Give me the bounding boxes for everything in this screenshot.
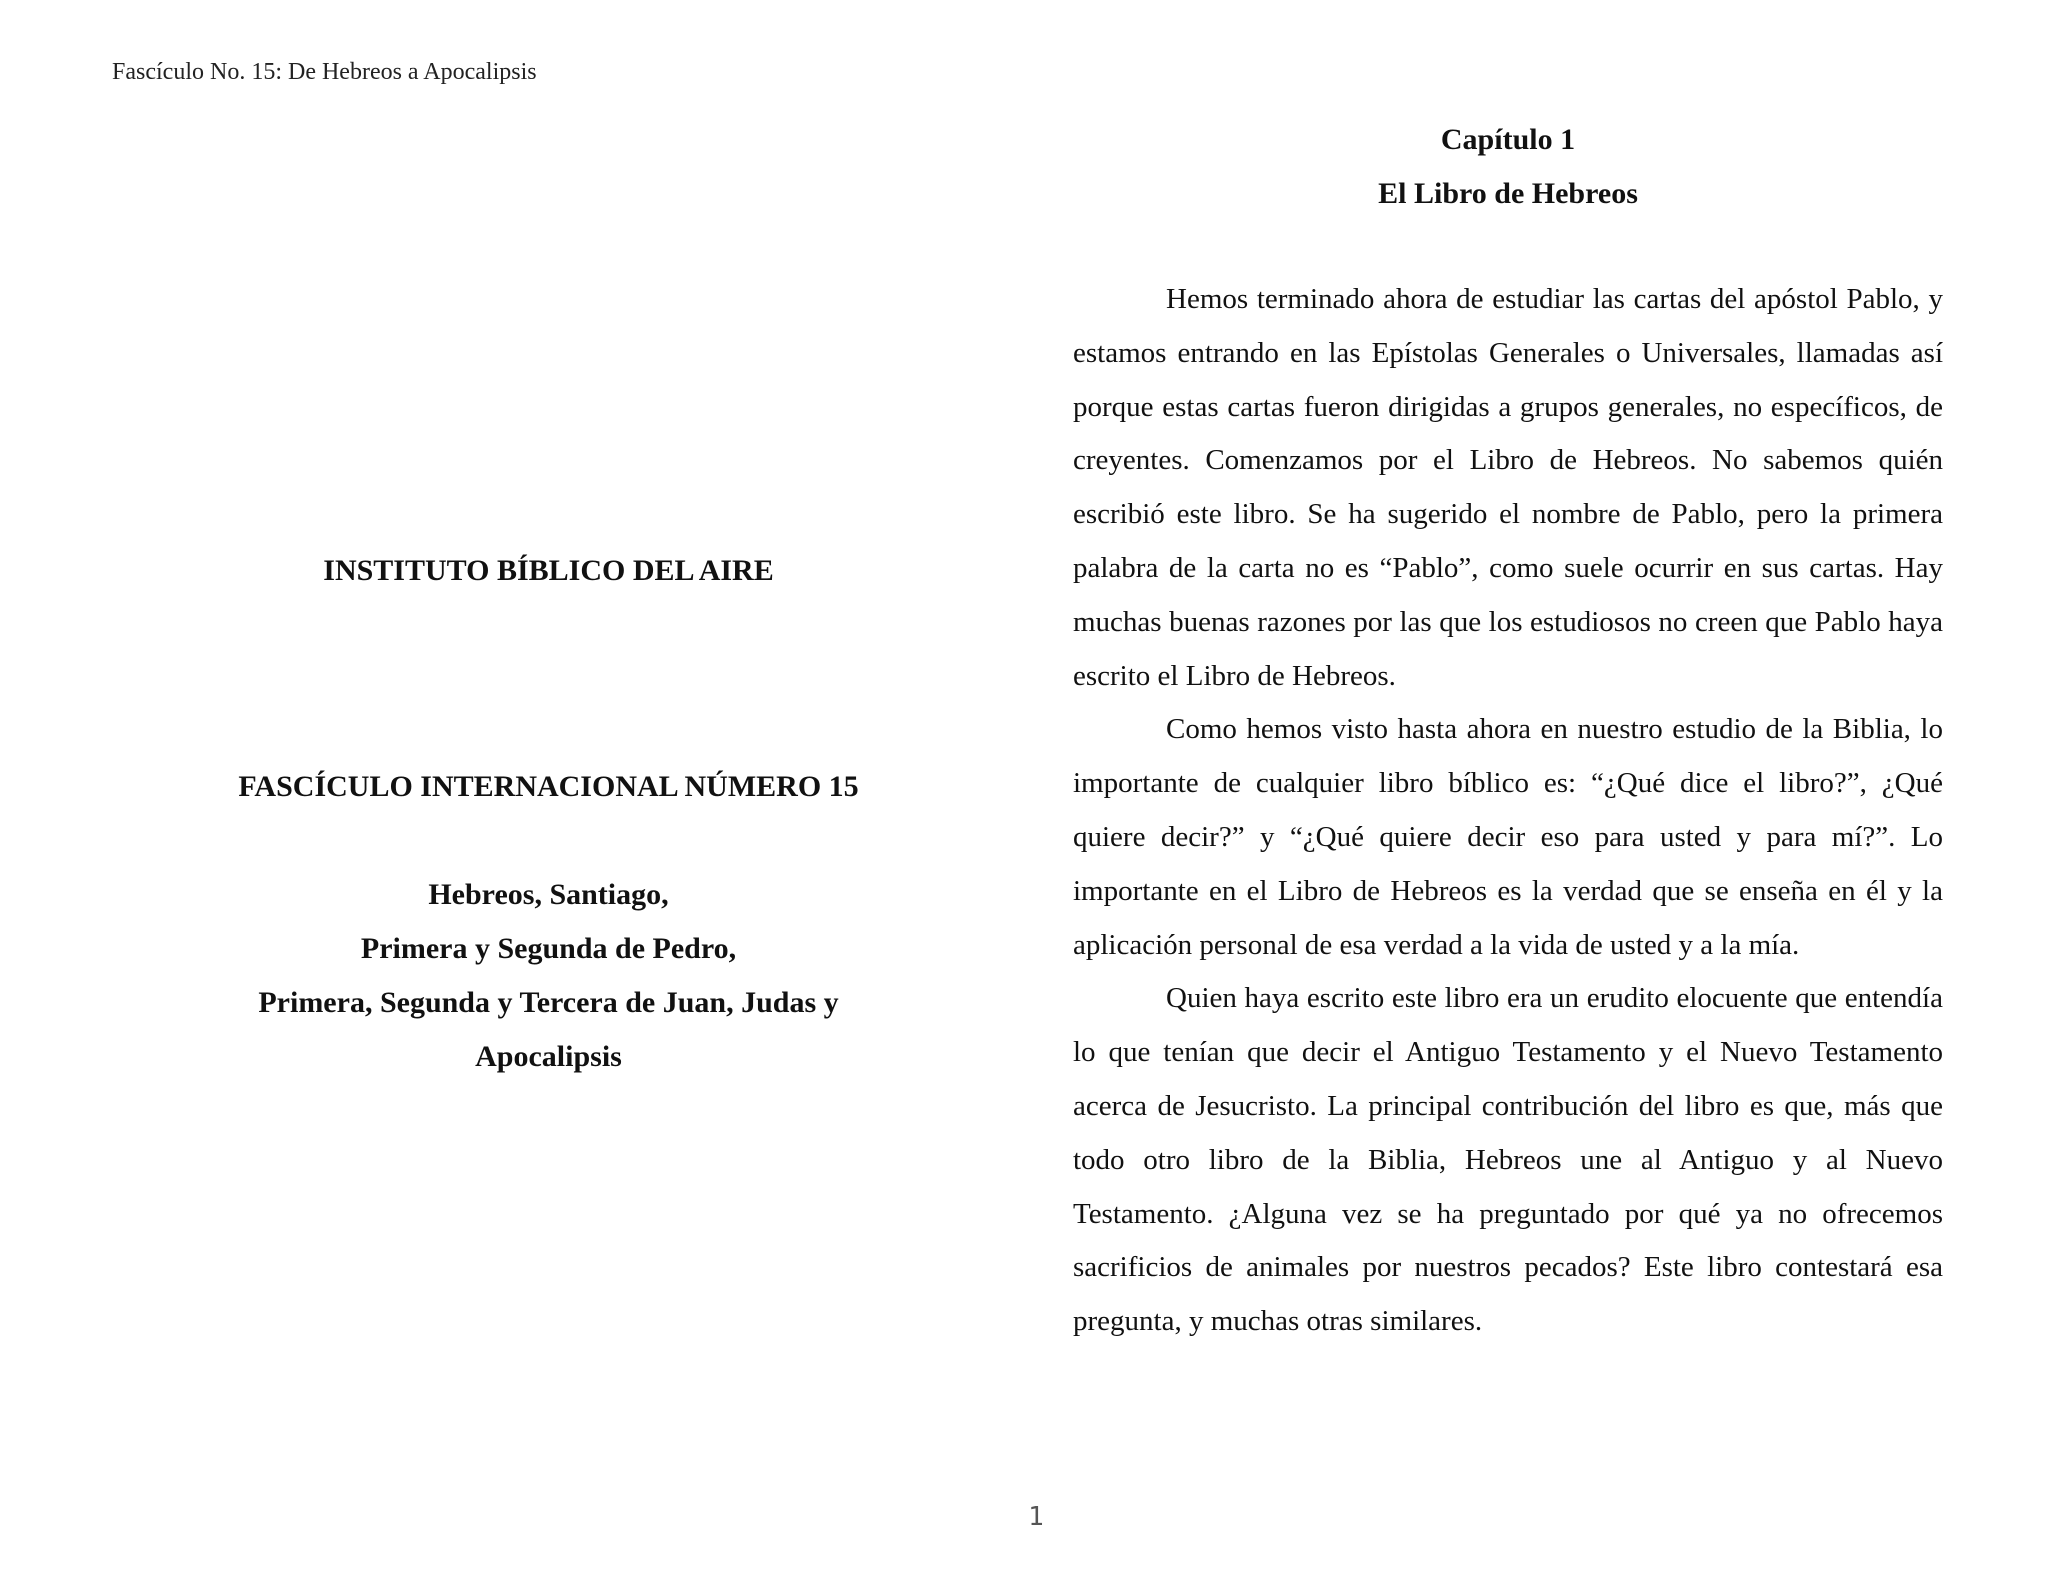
chapter-page <box>1073 0 1943 1582</box>
books-line: Primera, Segunda y Tercera de Juan, Judas y <box>258 986 839 1019</box>
books-line: Hebreos, Santiago, <box>428 878 669 911</box>
books-line: Primera y Segunda de Pedro, <box>360 932 737 965</box>
running-header: Fascículo No. 15: De Hebreos a Apocalipsis <box>112 59 537 85</box>
books-list <box>160 868 937 1084</box>
institute-title: INSTITUTO BÍBLICO DEL AIRE <box>323 554 774 587</box>
chapter-heading <box>1073 113 1943 221</box>
body-paragraph: Quien haya escrito este libro era un erudito elocuente que entendía lo que tenían que decir el Antiguo Testamento y el Nuevo Testamento acerca de Jesucristo. La principal contribución del libro es que, más que todo otro libro de la Biblia, Hebreos une al Antiguo y al Nuevo Testamento. ¿Alguna vez se ha preguntado por qué ya no ofrecemos sacrificios de animales por nuestros pecados? Este libro contestará esa pregunta, y muchas otras similares. <box>1073 982 1943 1338</box>
body-paragraph: Como hemos visto hasta ahora en nuestro estudio de la Biblia, lo importante de cualquier libro bíblico es: “¿Qué dice el libro?”, ¿Qué quiere decir?” y “¿Qué quiere decir eso para usted y para mí?”. Lo importante en el Libro de Hebreos es la verdad que se enseña en él y la aplicación personal de esa verdad a la vida de usted y a la mía. <box>1073 713 1943 961</box>
chapter-title: El Libro de Hebreos <box>1378 177 1638 210</box>
page-number: 1 <box>1028 1502 1044 1532</box>
body-paragraph: Hemos terminado ahora de estudiar las cartas del apóstol Pablo, y estamos entrando en las Epístolas Generales o Universales, llamadas así porque estas cartas fueron dirigidas a grupos generales, no específicos, de creyentes. Comenzamos por el Libro de Hebreos. No sabemos quién escribió este libro. Se ha sugerido el nombre de Pablo, pero la primera palabra de la carta no es “Pablo”, como suele ocurrir en sus cartas. Hay muchas buenas razones por las que los estudiosos no creen que Pablo haya escrito el Libro de Hebreos. <box>1073 283 1943 692</box>
chapter-body <box>1073 273 1943 1349</box>
chapter-number: Capítulo 1 <box>1440 123 1576 156</box>
books-line: Apocalipsis <box>475 1040 622 1073</box>
fasciculo-title: FASCÍCULO INTERNACIONAL NÚMERO 15 <box>238 770 859 803</box>
